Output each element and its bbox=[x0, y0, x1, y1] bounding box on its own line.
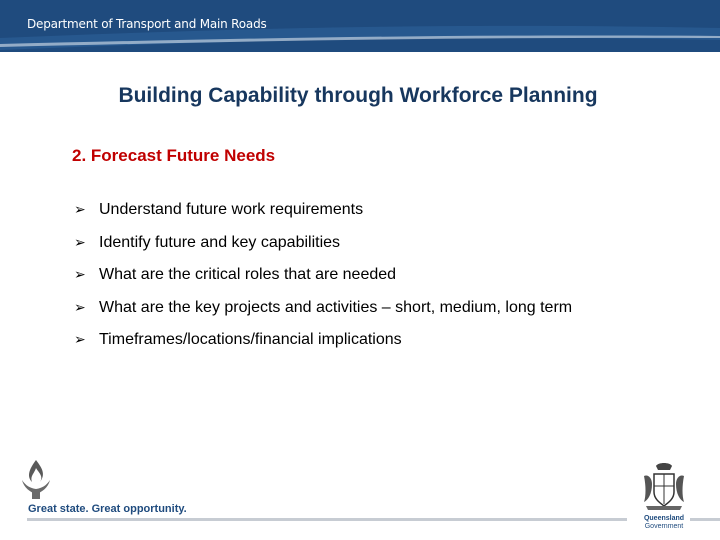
queensland-crest-icon bbox=[636, 460, 692, 514]
crest-label bbox=[636, 515, 692, 531]
bullet-item: ➢ Understand future work requirements bbox=[74, 201, 364, 218]
bullet-item: ➢ Timeframes/locations/financial implications bbox=[74, 331, 402, 348]
slide-title: Building Capability through Workforce Planning bbox=[118, 84, 598, 107]
bullet-item: ➢ Identify future and key capabilities bbox=[74, 233, 341, 251]
footer-slogan: Great state. Great opportunity. bbox=[28, 503, 187, 515]
arrow-bullet-icon: ➢ bbox=[74, 332, 86, 348]
department-name: Department of Transport and Main Roads bbox=[27, 17, 267, 31]
slide-subtitle: 2. Forecast Future Needs bbox=[72, 146, 276, 165]
arrow-bullet-icon: ➢ bbox=[74, 267, 86, 283]
arrow-bullet-icon: ➢ bbox=[74, 299, 86, 316]
crest-label-line-1: Queensland bbox=[643, 515, 685, 522]
footer-divider-right bbox=[690, 518, 720, 521]
header-bar bbox=[0, 0, 720, 52]
footer-divider bbox=[27, 518, 627, 521]
bullet-list bbox=[72, 200, 632, 363]
bullet-item: ➢ What are the critical roles that are needed bbox=[74, 266, 397, 283]
crest-label-line-2: Government bbox=[644, 523, 684, 530]
arrow-bullet-icon: ➢ bbox=[74, 234, 86, 251]
bullet-item: ➢ What are the key projects and activities – short, medium, long term bbox=[74, 298, 573, 316]
arrow-bullet-icon: ➢ bbox=[74, 202, 86, 218]
flame-hands-logo-icon bbox=[18, 458, 54, 500]
